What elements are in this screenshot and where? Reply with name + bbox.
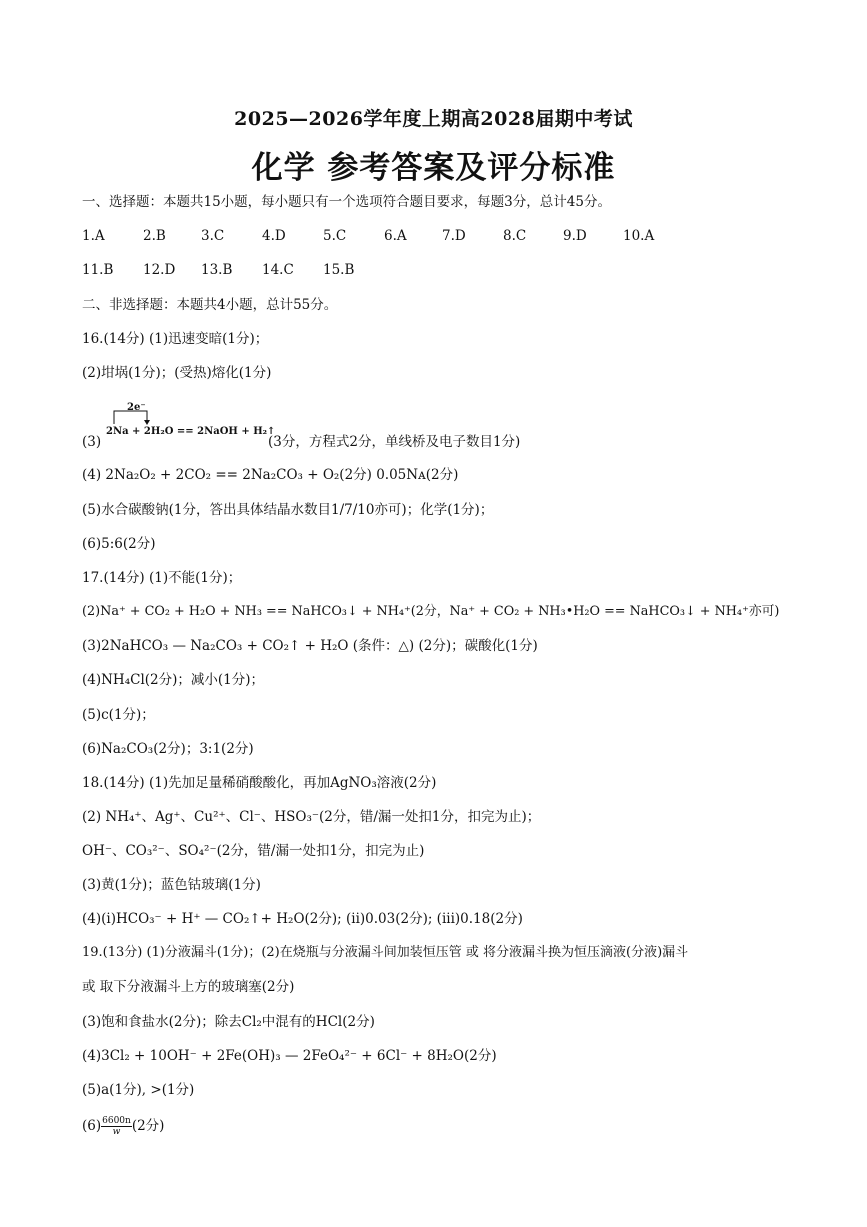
q16-line6: (6)5:6(2分) <box>82 536 156 552</box>
exam-title: 2025—2026学年度上期高2028届期中考试 <box>234 108 633 130</box>
mc-answer: 8.C <box>503 228 527 244</box>
q19-line2: 或 取下分液漏斗上方的玻璃塞(2分) <box>82 979 295 995</box>
q16-line4: (4) 2Na₂O₂ + 2CO₂ == 2Na₂CO₃ + O₂(2分) 0.05Nᴀ(2分) <box>82 467 459 483</box>
formula-fraction <box>101 1116 132 1137</box>
q16-line1: 16.(14分) (1)迅速变暗(1分)； <box>82 331 269 347</box>
q17-line1: 17.(14分) (1)不能(1分)； <box>82 570 242 586</box>
fraction-denominator: w <box>112 1127 121 1137</box>
q17-line3: (3)2NaHCO₃ — Na₂CO₃ + CO₂↑ + H₂O (条件：△) (2分)；碳酸化(1分) <box>82 638 538 654</box>
mc-answer: 14.C <box>262 262 294 278</box>
mc-answer: 9.D <box>563 228 587 244</box>
electron-count-label: 2e⁻ <box>127 402 146 413</box>
mc-answer: 6.A <box>384 228 407 244</box>
mc-answer: 3.C <box>201 228 225 244</box>
mc-answer: 13.B <box>201 262 233 278</box>
q16-line3-note: (3分，方程式2分，单线桥及电子数目1分) <box>268 434 521 450</box>
q18-line1: 18.(14分) (1)先加足量稀硝酸酸化，再加AgNO₃溶液(2分) <box>82 775 437 791</box>
fraction-numerator: 6600n <box>102 1116 131 1126</box>
q18-line5: (4)(i)HCO₃⁻ + H⁺ — CO₂↑+ H₂O(2分); (ii)0.03(2分); (iii)0.18(2分) <box>82 911 523 927</box>
q17-line2: (2)Na⁺ + CO₂ + H₂O + NH₃ == NaHCO₃↓ + NH₄⁺(2分，Na⁺ + CO₂ + NH₃•H₂O == NaHCO₃↓ + NH₄⁺亦可) <box>82 604 780 619</box>
q19-line5: (5)a(1分), >(1分) <box>82 1082 195 1098</box>
q17-line4: (4)NH₄Cl(2分)；减小(1分)； <box>82 672 265 688</box>
mc-answer: 15.B <box>323 262 355 278</box>
q18-line2: (2) NH₄⁺、Ag⁺、Cu²⁺、Cl⁻、HSO₃⁻(2分，错/漏一处扣1分，扣完为止)； <box>82 809 541 825</box>
q17-line5: (5)c(1分)； <box>82 707 155 723</box>
section2-heading: 二、非选择题：本题共4小题，总计55分。 <box>82 297 338 313</box>
q16-line5: (5)水合碳酸钠(1分，答出具体结晶水数目1/7/10亦可)；化学(1分)； <box>82 502 494 518</box>
single-bridge-diagram <box>100 398 290 448</box>
mc-answer: 5.C <box>323 228 347 244</box>
mc-answer: 7.D <box>442 228 466 244</box>
mc-answer: 4.D <box>262 228 286 244</box>
q17-line6: (6)Na₂CO₃(2分)；3:1(2分) <box>82 741 254 757</box>
q19-line3: (3)饱和食盐水(2分)；除去Cl₂中混有的HCl(2分) <box>82 1014 375 1030</box>
q18-line4: (3)黄(1分)；蓝色钴玻璃(1分) <box>82 877 261 893</box>
mc-answer: 11.B <box>82 262 114 278</box>
section1-heading: 一、选择题：本题共15小题，每小题只有一个选项符合题目要求，每题3分，总计45分。 <box>82 194 611 210</box>
q19-line1: 19.(13分) (1)分液漏斗(1分)；(2)在烧瓶与分液漏斗间加装恒压管 或 将分液漏斗换为恒压滴液(分液)漏斗 <box>82 945 689 960</box>
mc-answer: 12.D <box>143 262 176 278</box>
q16-line3-prefix: (3) <box>82 434 102 450</box>
q19-line6 <box>82 1116 164 1137</box>
reaction-equation: 2Na + 2H₂O == 2NaOH + H₂↑ <box>106 426 276 437</box>
q19-line6-prefix: (6) <box>82 1118 102 1134</box>
q16-line2: (2)坩埚(1分)；(受热)熔化(1分) <box>82 365 272 381</box>
q19-line6-suffix: (2分) <box>131 1118 165 1134</box>
exam-subtitle: 化学 参考答案及评分标准 <box>251 150 616 186</box>
mc-answer: 2.B <box>143 228 166 244</box>
q18-line3: OH⁻、CO₃²⁻、SO₄²⁻(2分，错/漏一处扣1分，扣完为止) <box>82 843 425 859</box>
mc-answer: 1.A <box>82 228 105 244</box>
mc-answer: 10.A <box>623 228 655 244</box>
q19-line4: (4)3Cl₂ + 10OH⁻ + 2Fe(OH)₃ — 2FeO₄²⁻ + 6Cl⁻ + 8H₂O(2分) <box>82 1048 497 1064</box>
